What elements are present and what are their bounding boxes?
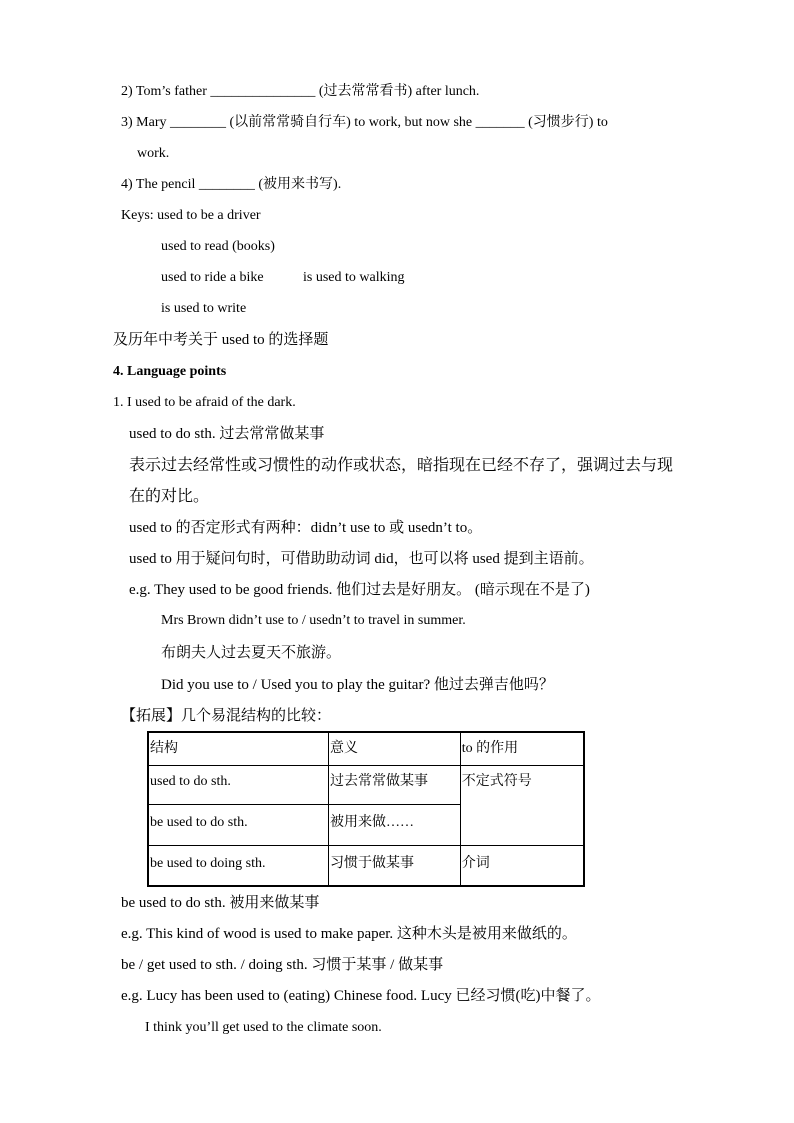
keys-label: Keys: used to be a driver (121, 208, 261, 223)
example-3: Did you use to / Used you to play the guitar? 他过去弹吉他吗？ (161, 677, 554, 693)
exercise-q3-line1: 3) Mary ________ (以前常常骑自行车) to work, but now she _______ (习惯步行) to (121, 115, 608, 130)
key-3b: is used to walking (303, 270, 405, 285)
table-row (148, 845, 584, 886)
key-4: is used to write (161, 301, 247, 316)
table-cell: used to do sth. (148, 765, 328, 804)
table-header-cell: 意义 (328, 732, 460, 765)
table-row (148, 765, 584, 804)
exam-note: 及历年中考关于 used to 的选择题 (113, 332, 329, 348)
after-line-3: be / get used to sth. / doing sth. 习惯于某事 / 做某事 (121, 957, 444, 973)
exercise-q3-line2: work. (137, 146, 170, 161)
point-1: 1. I used to be afraid of the dark. (113, 395, 296, 410)
table-cell: 被用来做…… (328, 804, 460, 845)
example-2-en: Mrs Brown didn’t use to / usedn’t to travel in summer. (161, 613, 466, 628)
example-2-zh: 布朗夫人过去夏天不旅游。 (161, 645, 342, 661)
exercise-q4: 4) The pencil ________ (被用来书写). (121, 177, 342, 192)
usage-line: used to do sth. 过去常常做某事 (129, 426, 325, 442)
exercise-q2: 2) Tom’s father _______________ (过去常常看书) after lunch. (121, 84, 480, 99)
table-header-cell: to 的作用 (460, 732, 584, 765)
explain-line-1: 表示过去经常性或习惯性的动作或状态，暗指现在已经不存了，强调过去与现 (129, 457, 674, 474)
table-cell: be used to doing sth. (148, 845, 328, 886)
table-cell: be used to do sth. (148, 804, 328, 845)
table-header-row (148, 732, 584, 765)
key-3a: used to ride a bike (161, 270, 264, 285)
table-header-cell: 结构 (148, 732, 328, 765)
comparison-table (147, 731, 585, 887)
expand-title: 【拓展】几个易混结构的比较： (121, 708, 332, 724)
table-cell: 习惯于做某事 (328, 845, 460, 886)
key-2: used to read (books) (161, 239, 275, 254)
table-cell: 介词 (460, 845, 584, 886)
after-line-5: I think you’ll get used to the climate soon. (145, 1020, 382, 1035)
after-line-1: be used to do sth. 被用来做某事 (121, 895, 320, 911)
section-heading: 4. Language points (113, 364, 227, 379)
negative-form: used to 的否定形式有两种：didn’t use to 或 usedn’t to。 (129, 520, 483, 536)
table-cell-merged: 不定式符号 (460, 765, 584, 845)
explain-line-2: 在的对比。 (129, 488, 210, 505)
table-cell: 过去常常做某事 (328, 765, 460, 804)
question-form: used to 用于疑问句时，可借助助动词 did，也可以将 used 提到主语前。 (129, 551, 594, 567)
example-1: e.g. They used to be good friends. 他们过去是好朋友。 (暗示现在不是了) (129, 582, 590, 598)
after-line-4: e.g. Lucy has been used to (eating) Chinese food. Lucy 已经习惯(吃)中餐了。 (121, 988, 601, 1004)
after-line-2: e.g. This kind of wood is used to make paper. 这种木头是被用来做纸的。 (121, 926, 577, 942)
